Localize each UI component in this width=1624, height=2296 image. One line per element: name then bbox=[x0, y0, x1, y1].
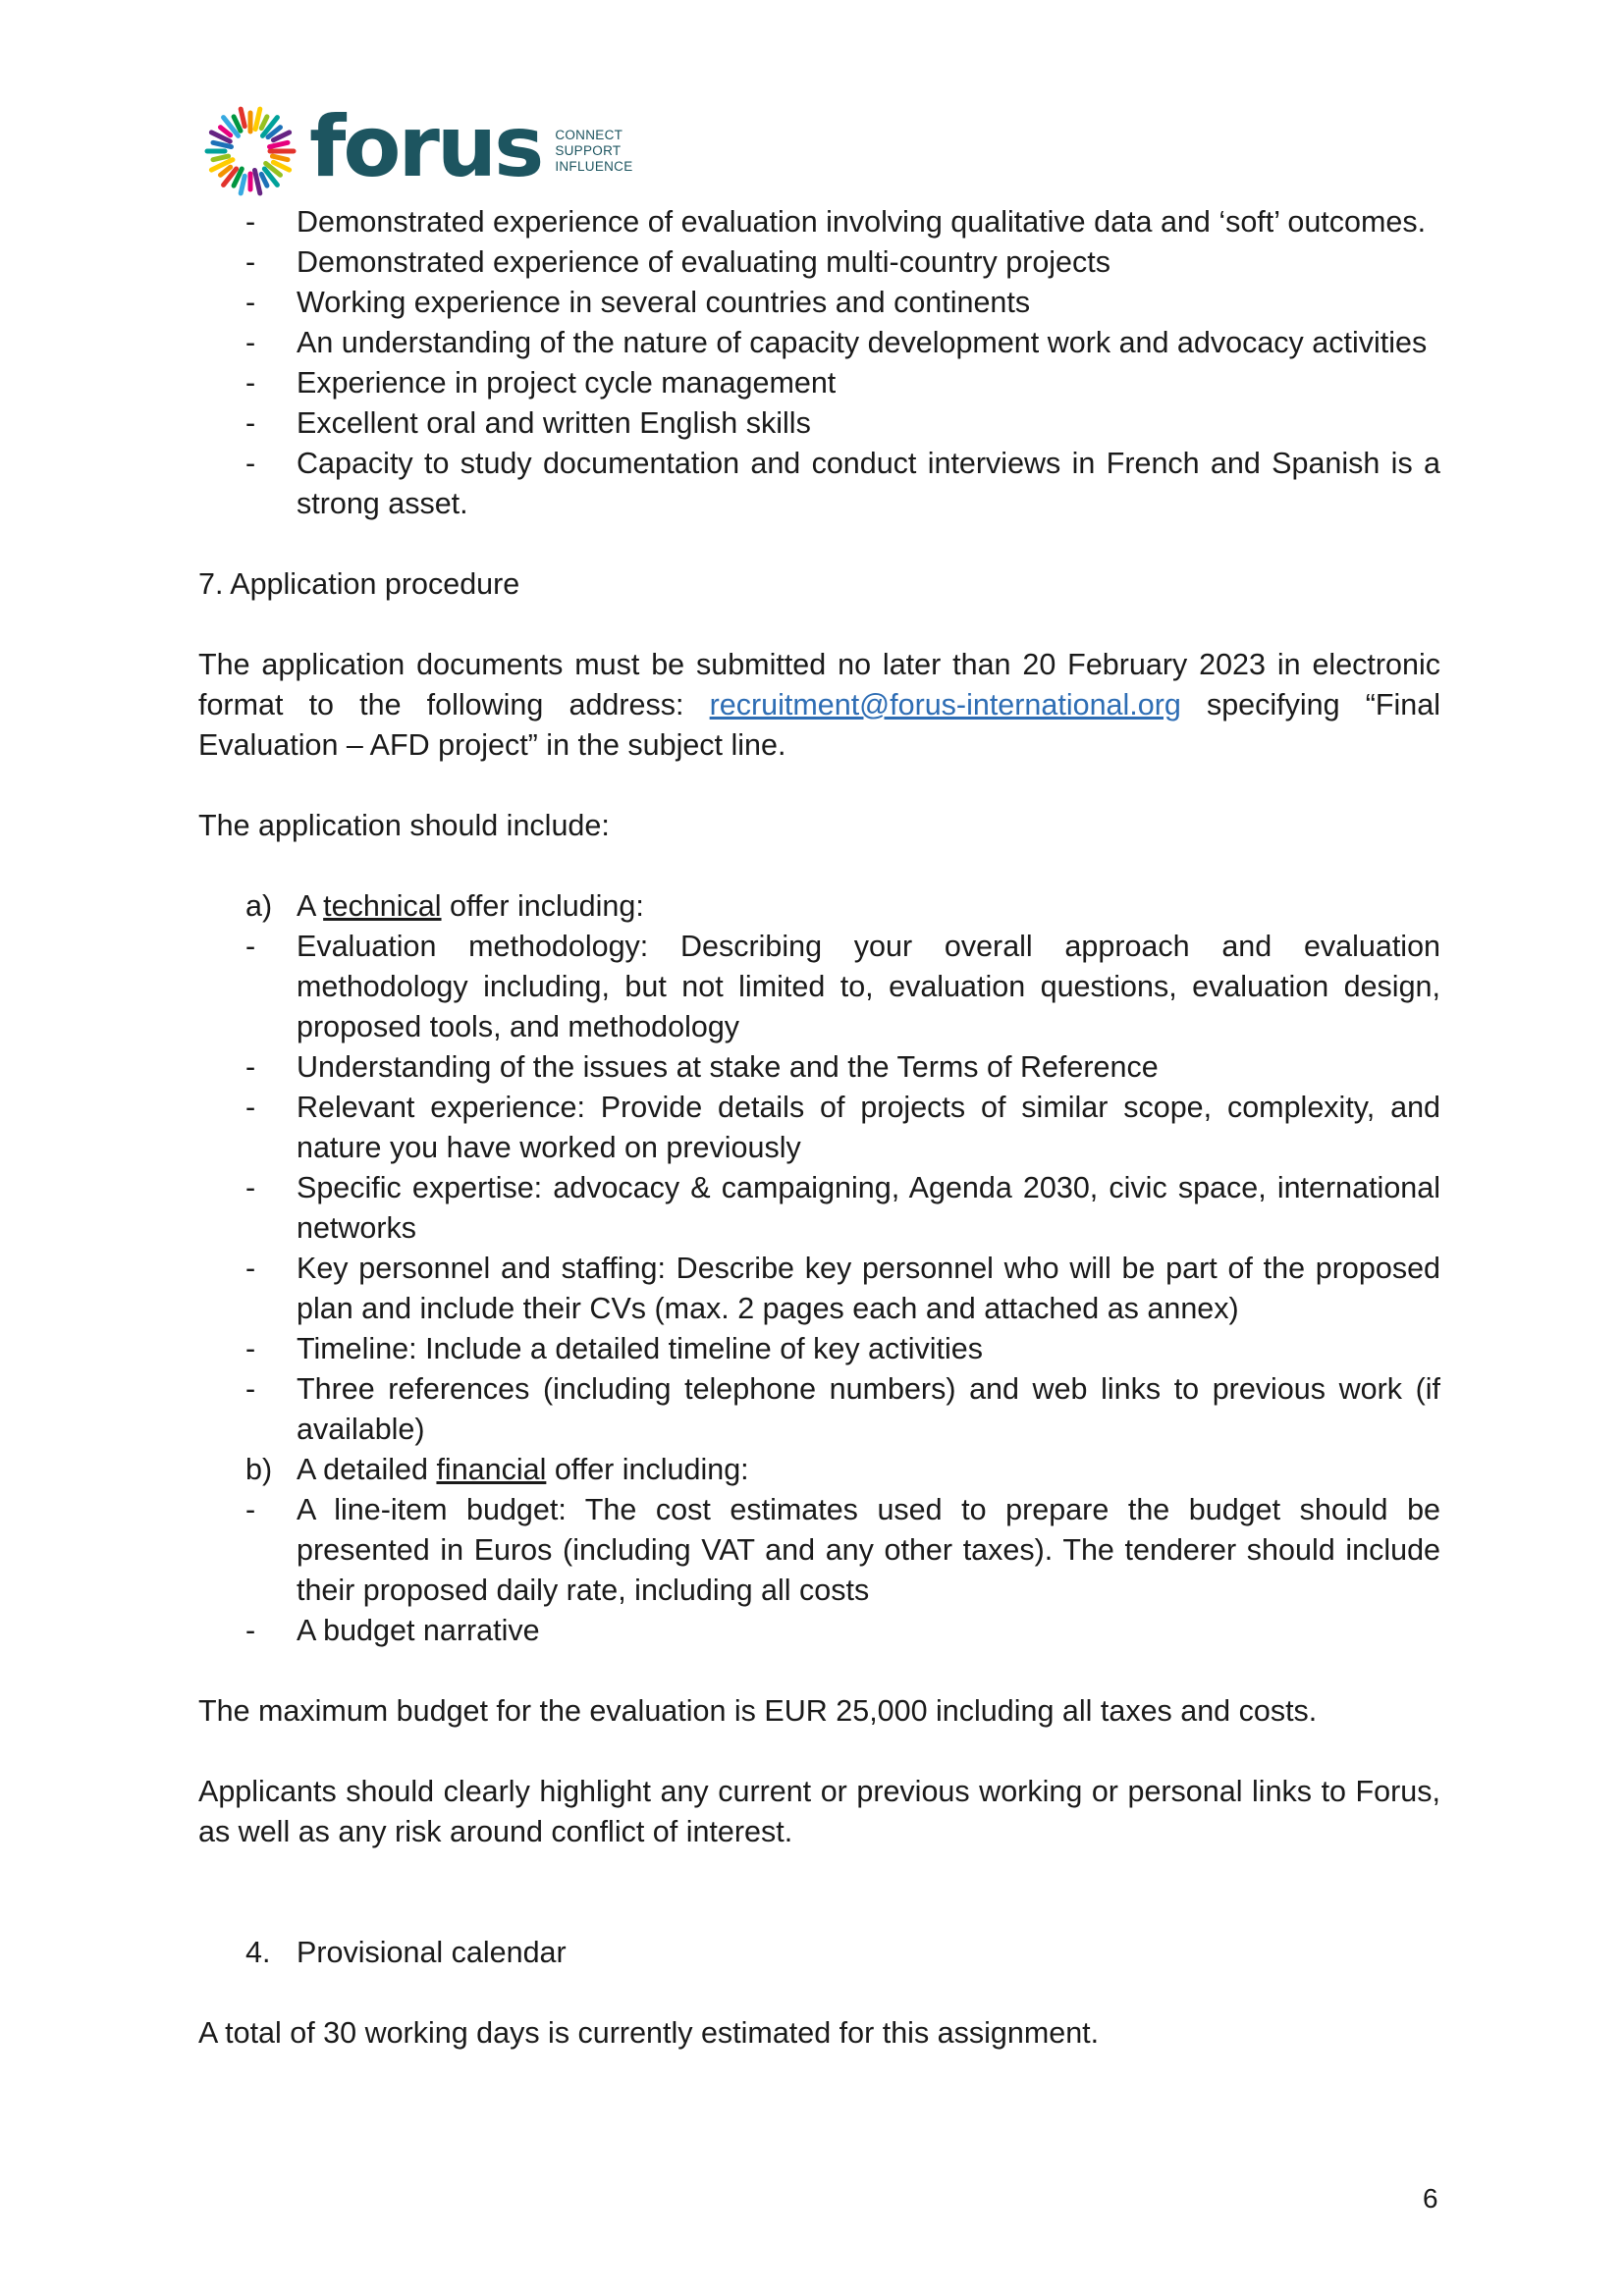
list-item bbox=[198, 202, 1440, 242]
bullet: - bbox=[245, 1050, 256, 1084]
list-item bbox=[198, 1047, 1440, 1088]
paragraph-text: The application documents must be submitted no later than 20 February 2023 in electronic format to the following address: bbox=[198, 648, 1440, 721]
bullet: - bbox=[245, 1372, 256, 1406]
sunburst-logo-icon bbox=[201, 102, 299, 200]
logo-wordmark: forus bbox=[309, 98, 542, 196]
bullet: - bbox=[245, 1091, 256, 1124]
bullet: - bbox=[245, 366, 256, 400]
document-body bbox=[198, 202, 1440, 2054]
bullet: - bbox=[245, 930, 256, 963]
list-item bbox=[198, 1369, 1440, 1450]
list-marker: a) bbox=[245, 889, 273, 923]
list-item-text: A line-item budget: The cost estimates used to prepare the budget should be presented in Euros (including VAT and any other taxes). The tenderer should include their proposed daily rate, including all costs bbox=[297, 1493, 1440, 1607]
requirements-list bbox=[198, 202, 1440, 524]
bullet: - bbox=[245, 1332, 256, 1365]
tagline-line: SUPPORT bbox=[555, 143, 622, 158]
list-item bbox=[198, 927, 1440, 1047]
list-item-text: Evaluation methodology: Describing your overall approach and evaluation methodology including, but not limited to, evaluation questions, evaluation design, proposed tools, and methodology bbox=[297, 930, 1440, 1043]
bullet: - bbox=[245, 447, 256, 480]
list-item bbox=[198, 1168, 1440, 1249]
list-item bbox=[198, 444, 1440, 524]
technical-offer-item bbox=[198, 886, 1440, 927]
bullet: - bbox=[245, 1171, 256, 1204]
bullet: - bbox=[245, 205, 256, 239]
subsection-heading: The application should include: bbox=[198, 809, 610, 842]
email-link[interactable]: recruitment@forus-international.org bbox=[709, 688, 1181, 721]
list-item-text: Demonstrated experience of evaluation involving qualitative data and ‘soft’ outcomes. bbox=[297, 205, 1427, 239]
section-heading: 7. Application procedure bbox=[198, 567, 520, 601]
financial-offer-item bbox=[198, 1450, 1440, 1490]
list-item-text: Understanding of the issues at stake and the Terms of Reference bbox=[297, 1050, 1159, 1084]
calendar-paragraph: A total of 30 working days is currently estimated for this assignment. bbox=[198, 2016, 1100, 2050]
underlined-keyword: technical bbox=[323, 889, 442, 923]
forus-logo bbox=[201, 98, 633, 200]
underlined-keyword: financial bbox=[436, 1453, 547, 1486]
submission-paragraph bbox=[198, 645, 1440, 766]
list-item-text: Three references (including telephone numbers) and web links to previous work (if available) bbox=[297, 1372, 1440, 1446]
section-heading bbox=[198, 1933, 1440, 1973]
section-heading-text: Provisional calendar bbox=[297, 1936, 567, 1969]
list-item-text: Timeline: Include a detailed timeline of key activities bbox=[297, 1332, 984, 1365]
list-item-text: Working experience in several countries and continents bbox=[297, 286, 1031, 319]
list-item bbox=[198, 363, 1440, 403]
bullet: - bbox=[245, 326, 256, 359]
bullet: - bbox=[245, 245, 256, 279]
list-item-text: A technical offer including: bbox=[297, 889, 644, 923]
tagline-line: CONNECT bbox=[555, 128, 623, 142]
list-item bbox=[198, 323, 1440, 363]
bullet: - bbox=[245, 1252, 256, 1285]
budget-paragraph: The maximum budget for the evaluation is EUR 25,000 including all taxes and costs. bbox=[198, 1694, 1318, 1728]
list-item-text: A budget narrative bbox=[297, 1614, 540, 1647]
bullet: - bbox=[245, 1614, 256, 1647]
logo-tagline bbox=[555, 128, 632, 175]
bullet: - bbox=[245, 286, 256, 319]
list-item bbox=[198, 1329, 1440, 1369]
list-item-text: Experience in project cycle management bbox=[297, 366, 837, 400]
section-number: 4. bbox=[245, 1936, 271, 1969]
list-item bbox=[198, 1490, 1440, 1611]
list-item-text: Relevant experience: Provide details of projects of similar scope, complexity, and nature you have worked on previously bbox=[297, 1091, 1440, 1164]
bullet: - bbox=[245, 1493, 256, 1526]
list-item-text: Demonstrated experience of evaluating multi-country projects bbox=[297, 245, 1110, 279]
list-item bbox=[198, 283, 1440, 323]
list-item bbox=[198, 403, 1440, 444]
list-item-text: Excellent oral and written English skills bbox=[297, 406, 811, 440]
bullet: - bbox=[245, 406, 256, 440]
list-item-text: Key personnel and staffing: Describe key personnel who will be part of the proposed plan and include their CVs (max. 2 pages each and attached as annex) bbox=[297, 1252, 1440, 1325]
list-item bbox=[198, 1611, 1440, 1651]
list-item-text: An understanding of the nature of capacity development work and advocacy activities bbox=[297, 326, 1428, 359]
list-marker: b) bbox=[245, 1453, 273, 1486]
paragraph-text: specifying “Final Evaluation – AFD project” in the subject line. bbox=[198, 688, 1440, 762]
conflict-paragraph: Applicants should clearly highlight any current or previous working or personal links to Forus, as well as any risk around conflict of interest. bbox=[198, 1775, 1440, 1848]
tagline-line: INFLUENCE bbox=[555, 159, 633, 174]
list-item bbox=[198, 1088, 1440, 1168]
page-number: 6 bbox=[1423, 2183, 1438, 2214]
list-item bbox=[198, 242, 1440, 283]
list-item-text: Specific expertise: advocacy & campaigning, Agenda 2030, civic space, international networks bbox=[297, 1171, 1440, 1245]
list-item-text: A detailed financial offer including: bbox=[297, 1453, 749, 1486]
list-item bbox=[198, 1249, 1440, 1329]
list-item-text: Capacity to study documentation and conduct interviews in French and Spanish is a strong asset. bbox=[297, 447, 1440, 520]
